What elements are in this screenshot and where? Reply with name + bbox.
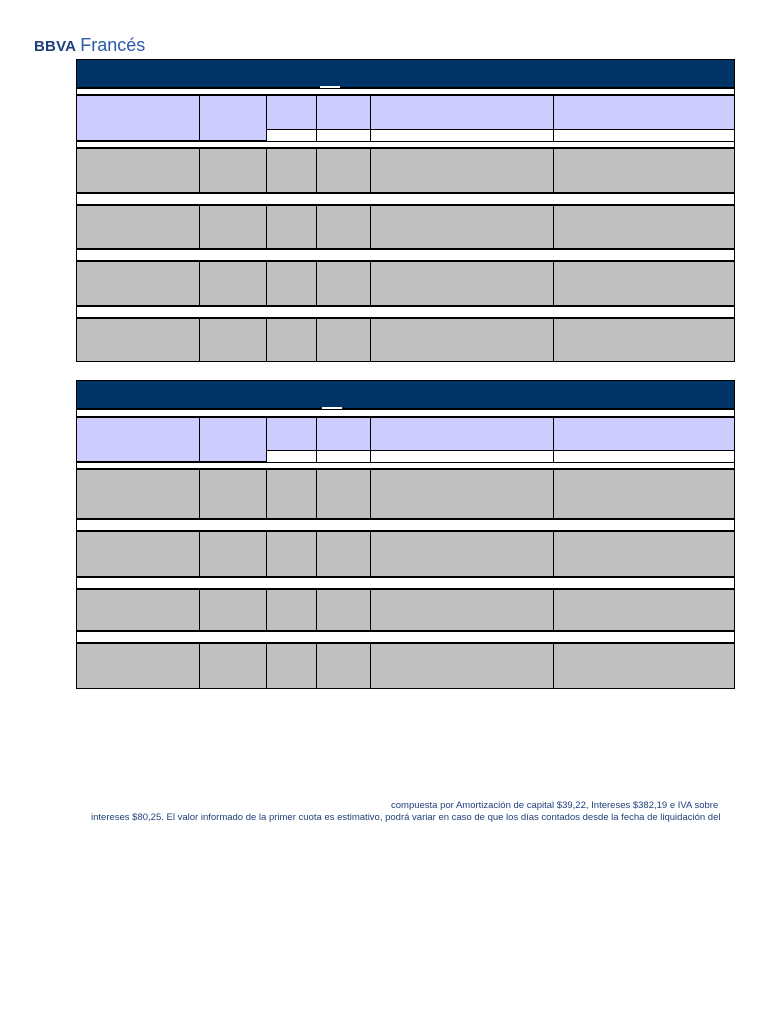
table-row xyxy=(76,318,735,362)
spacer-row xyxy=(76,306,735,318)
spacer-row xyxy=(76,577,735,589)
column-header-cell xyxy=(317,418,371,461)
spacer-row xyxy=(76,631,735,643)
column-header-cell xyxy=(371,96,554,140)
table-row xyxy=(76,205,735,249)
column-header-row xyxy=(76,417,735,462)
column-header-cell xyxy=(371,418,554,461)
column-header-cell xyxy=(200,418,267,461)
column-header-cell xyxy=(267,418,317,461)
table-2 xyxy=(76,380,735,689)
table-row xyxy=(76,531,735,577)
spacer-row xyxy=(76,519,735,531)
table-row xyxy=(76,589,735,631)
column-header-cell xyxy=(267,96,317,140)
column-header-cell xyxy=(77,418,200,461)
brand-name-part2: Francés xyxy=(80,35,146,55)
table-row xyxy=(76,469,735,519)
column-header-row xyxy=(76,95,735,141)
column-header-cell xyxy=(317,96,371,140)
bbva-frances-logo xyxy=(34,35,145,55)
spacer-row xyxy=(76,409,735,417)
column-header-cell xyxy=(554,418,734,461)
spacer-row xyxy=(76,193,735,205)
table-1-title-bar xyxy=(76,59,735,88)
column-header-cell xyxy=(554,96,734,140)
brand-name-part1: BBVA xyxy=(34,38,77,55)
table-row xyxy=(76,261,735,306)
column-header-cell xyxy=(200,96,267,140)
spacer-row xyxy=(76,249,735,261)
spacer-row xyxy=(76,141,735,148)
footnote-line-2: intereses $80,25. El valor informado de la primer cuota es estimativo, podrá variar en caso de que los días contados desde la fecha de liquidación del xyxy=(91,812,721,823)
footnote-line-1: compuesta por Amortización de capital $39,22, Intereses $382,19 e IVA sobre xyxy=(391,800,719,811)
table-1 xyxy=(76,59,735,362)
table-row xyxy=(76,643,735,689)
spacer-row xyxy=(76,88,735,95)
column-header-cell xyxy=(77,96,200,140)
table-2-title-bar xyxy=(76,380,735,409)
spacer-row xyxy=(76,462,735,469)
table-row xyxy=(76,148,735,193)
